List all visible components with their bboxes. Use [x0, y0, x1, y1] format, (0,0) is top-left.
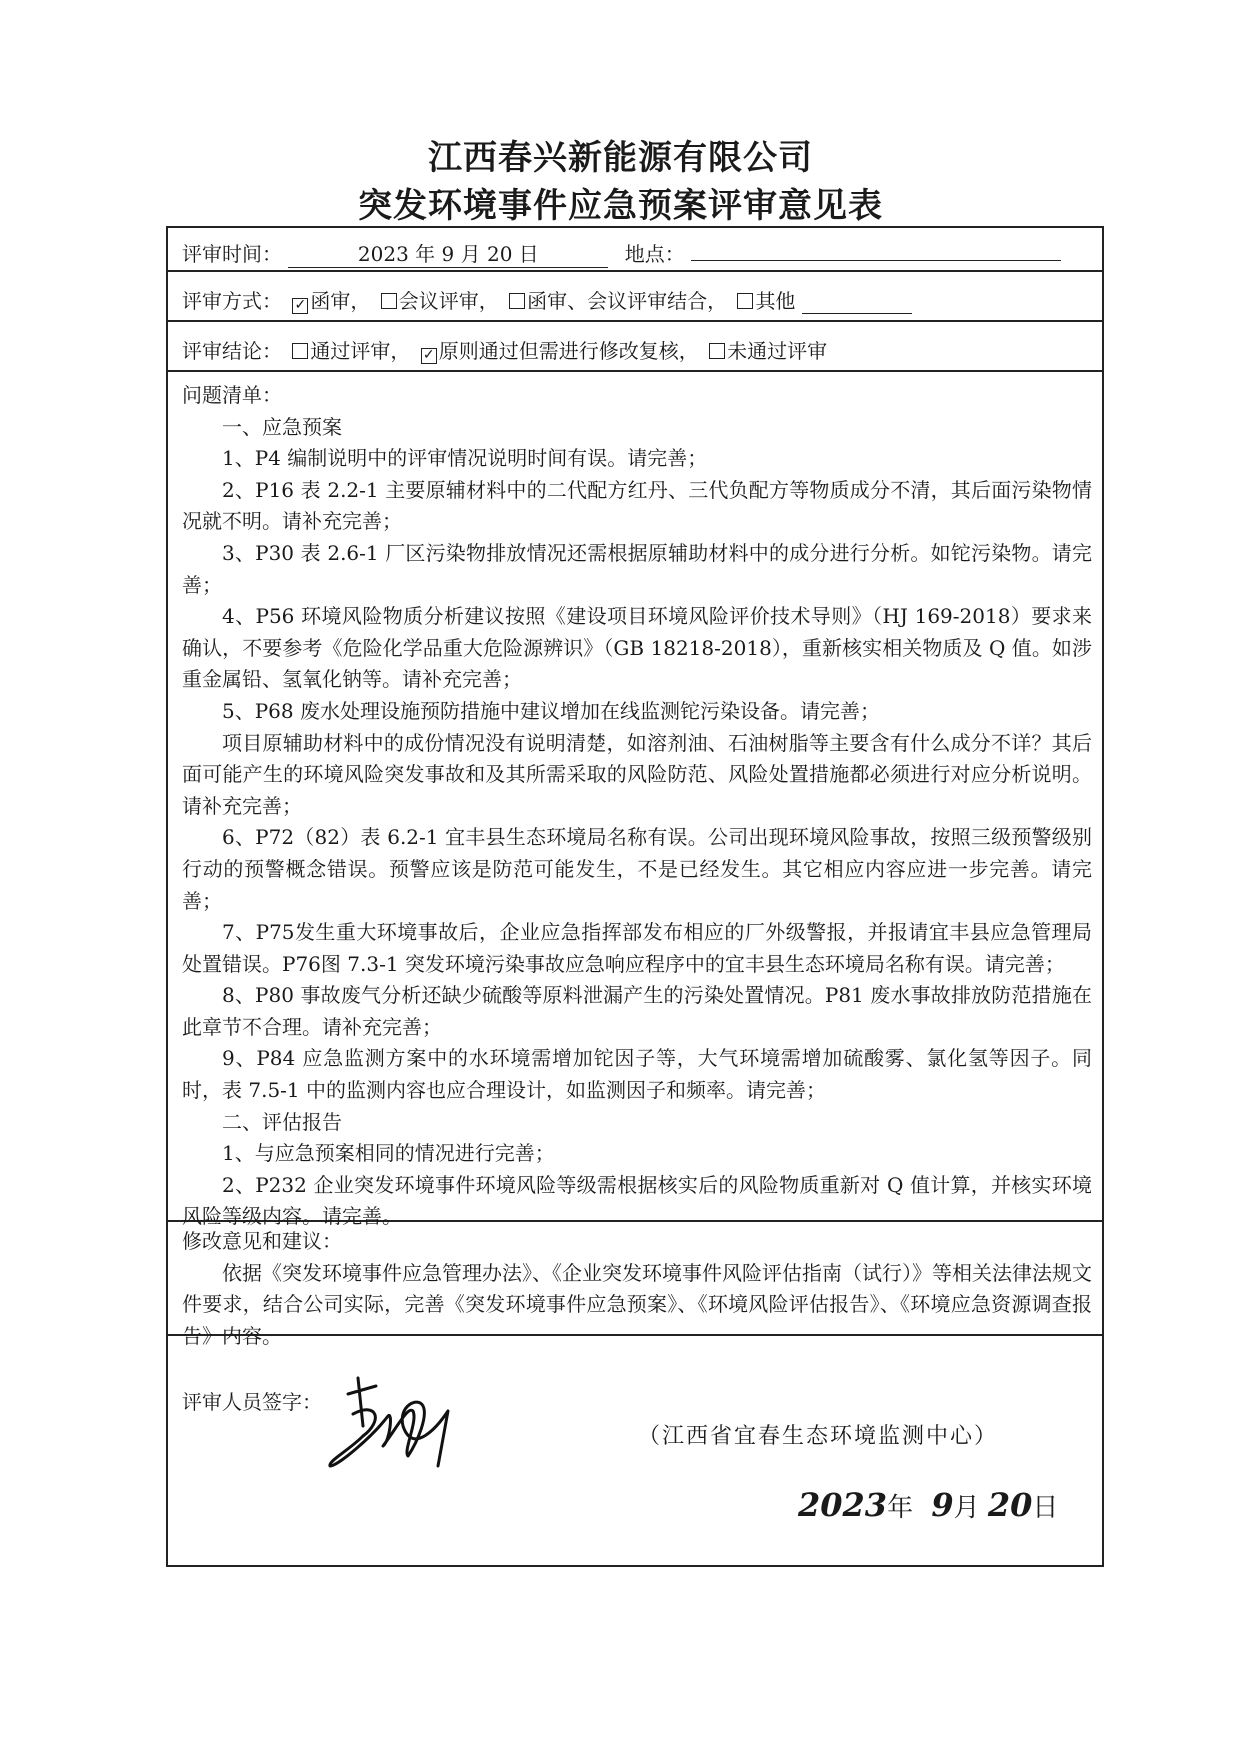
method-option-3: 其他 — [755, 289, 796, 313]
conclusion-option-1: 原则通过但需进行修改复核， — [438, 339, 699, 363]
issue-section-2: 二、评估报告 — [222, 1109, 342, 1134]
sign-date-year: 2023 — [798, 1486, 888, 1524]
issues-label: 问题清单： — [182, 383, 282, 407]
issue-item: 4、P56 环境风险物质分析建议按照《建设项目环境风险评价技术导则》（HJ 169-2018）要求来确认，不要参考《危险化学品重大危险源辨识》（GB 18218-2018），重新核实相关物质及 Q 值。如涉重金属铅、氢氧化钠等。请补充完善； — [182, 604, 1092, 692]
conclusion-option-0: 通过评审， — [310, 339, 411, 363]
method-other-field — [802, 289, 912, 314]
suggestions-label: 修改意见和建议： — [182, 1229, 342, 1253]
sign-date-month: 9 — [931, 1486, 954, 1524]
issue-item: 7、P75发生重大环境事故后，企业应急指挥部发布相应的厂外级警报，并报请宜丰县应急管理局处置错误。P76图 7.3-1 突发环境污染事故应急响应程序中的宜丰县生态环境局名称有误。请完善； — [182, 920, 1092, 976]
method-option-2: 函审、会议评审结合， — [527, 289, 728, 313]
review-date-field: 2023 年 9 月 20 日 — [288, 238, 608, 268]
sign-date — [798, 1486, 1058, 1524]
location-field — [691, 260, 1061, 261]
row-time-location — [168, 228, 1102, 272]
method-label: 评审方式： — [182, 289, 282, 313]
row-signature — [168, 1336, 1102, 1565]
sign-date-day: 20 — [987, 1486, 1033, 1524]
issue-item: 2、P232 企业突发环境事件环境风险等级需根据核实后的风险物质重新对 Q 值计算，并核实环境风险等级内容。请完善。 — [182, 1172, 1092, 1229]
conclusion-checkbox-2 — [709, 343, 725, 359]
issue-section-1: 一、应急预案 — [222, 414, 342, 439]
sign-date-month-char: 月 — [953, 1493, 980, 1523]
method-checkbox-0: ✓ — [292, 298, 308, 314]
issue-item: 1、P4 编制说明中的评审情况说明时间有误。请完善； — [222, 446, 708, 471]
conclusion-checkbox-0 — [292, 343, 308, 359]
issue-item: 3、P30 表 2.6-1 厂区污染物排放情况还需根据原辅助材料中的成分进行分析。如铊污染物。请完善； — [182, 540, 1092, 597]
sign-date-day-char: 日 — [1032, 1493, 1059, 1523]
document-title: 江西春兴新能源有限公司 — [428, 138, 813, 178]
issue-item: 8、P80 事故废气分析还缺少硫酸等原料泄漏产生的污染处置情况。P81 废水事故排放防范措施在此章节不合理。请补充完善； — [182, 983, 1092, 1039]
review-time-label: 评审时间： — [182, 242, 282, 266]
signature-label: 评审人员签字： — [182, 1390, 322, 1414]
issue-item: 9、P84 应急监测方案中的水环境需增加铊因子等，大气环境需增加硫酸雾、氯化氢等因子。同时，表 7.5-1 中的监测内容也应合理设计，如监测因子和频率。请完善； — [182, 1046, 1092, 1103]
suggestions-text: 依据《突发环境事件应急管理办法》、《企业突发环境事件风险评估指南（试行）》等相关法律法规文件要求，结合公司实际，完善《突发环境事件应急预案》、《环境风险评估报告》、《环境应急资源调查报告》内容。 — [182, 1260, 1092, 1348]
org-name: （江西省宜春生态环境监测中心） — [638, 1424, 999, 1449]
issue-item: 1、与应急预案相同的情况进行完善； — [222, 1141, 555, 1166]
method-checkbox-3 — [737, 293, 753, 309]
conclusion-option-2: 未通过评审 — [727, 339, 828, 363]
document-subtitle: 突发环境事件应急预案评审意见表 — [358, 186, 883, 226]
row-issues — [168, 372, 1102, 1229]
issue-item: 6、P72（82）表 6.2-1 宜丰县生态环境局名称有误。公司出现环境风险事故，按照三级预警级别行动的预警概念错误。预警应该是防范可能发生，不是已经发生。其它相应内容应进一步完善。请完善； — [182, 825, 1092, 913]
sign-date-year-char: 年 — [887, 1493, 914, 1523]
row-method — [168, 272, 1102, 322]
issue-item: 2、P16 表 2.2-1 主要原辅材料中的二代配方红丹、三代负配方等物质成分不清，其后面污染物情况就不明。请补充完善； — [182, 477, 1092, 534]
location-label: 地点： — [624, 242, 685, 266]
row-suggestions — [168, 1222, 1102, 1348]
method-checkbox-2 — [509, 293, 525, 309]
method-option-0: 函审， — [310, 289, 371, 313]
issue-item: 5、P68 废水处理设施预防措施中建议增加在线监测铊污染设备。请完善； — [222, 698, 880, 723]
review-form — [166, 226, 1104, 1567]
method-option-1: 会议评审， — [398, 289, 499, 313]
issue-item: 项目原辅助材料中的成份情况没有说明清楚，如溶剂油、石油树脂等主要含有什么成分不详？其后面可能产生的环境风险突发事故和及其所需采取的风险防范、风险处置措施都必须进行对应分析说明。请补充完善； — [182, 730, 1092, 818]
conclusion-label: 评审结论： — [182, 339, 282, 363]
conclusion-checkbox-1: ✓ — [421, 348, 437, 364]
method-checkbox-1 — [381, 293, 397, 309]
handwritten-signature — [318, 1366, 468, 1476]
row-conclusion — [168, 322, 1102, 372]
